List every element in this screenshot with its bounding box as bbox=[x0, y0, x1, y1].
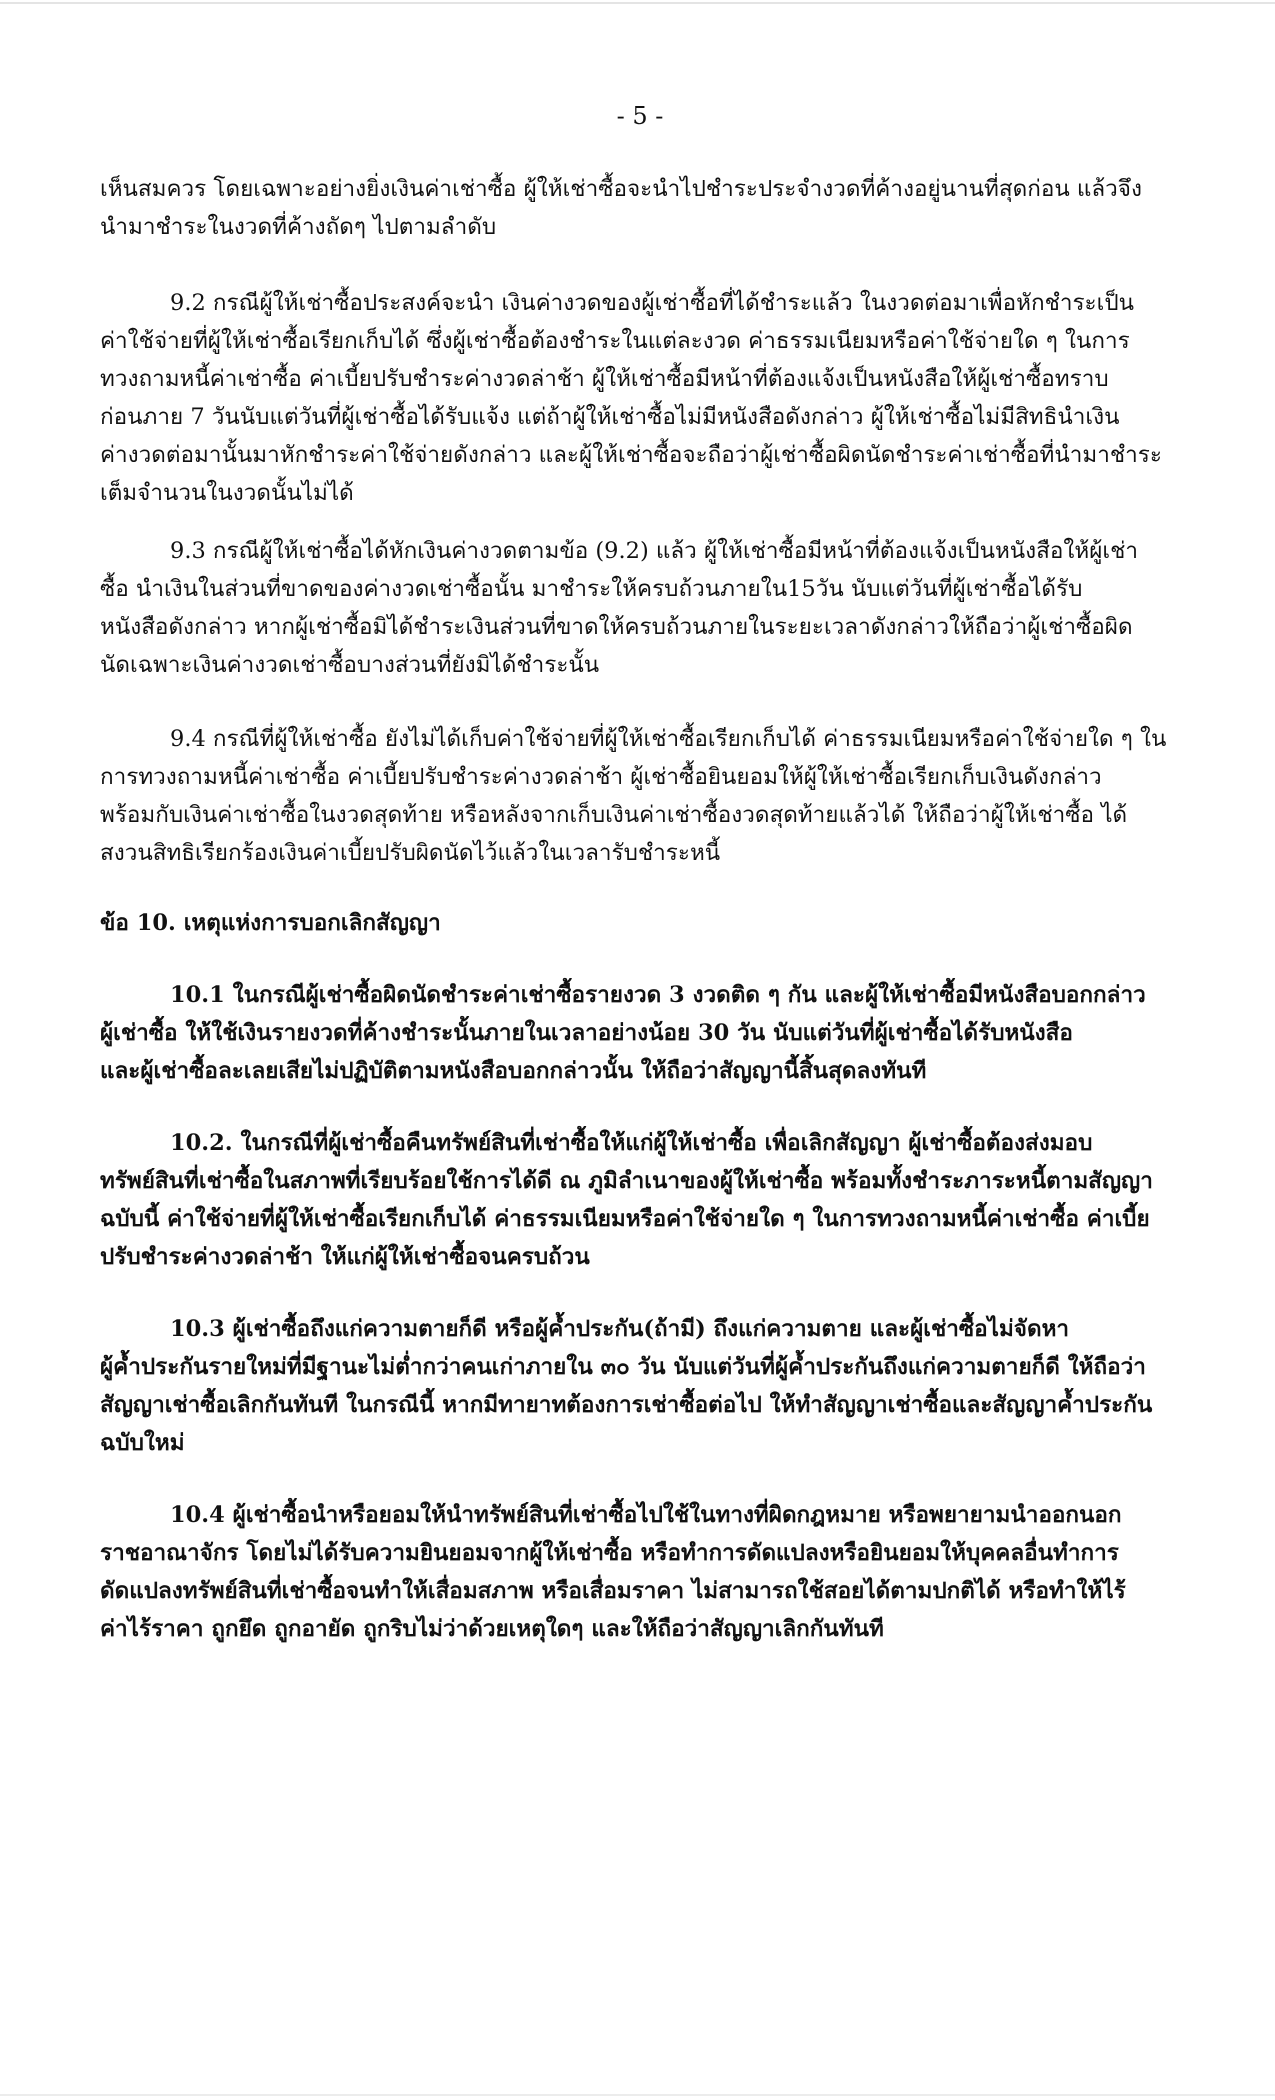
text-line: พร้อมกับเงินค่าเช่าซื้อในงวดสุดท้าย หรือหลังจากเก็บเงินค่าเช่าซื้องวดสุดท้ายแล้วได้ ให้ถือว่าผู้ให้เช่าซื้อ ได้ bbox=[100, 802, 1128, 828]
text-line: ค่าไร้ราคา ถูกยึด ถูกอายัด ถูกริบไม่ว่าด้วยเหตุใดๆ และให้ถือว่าสัญญาเลิกกันทันที bbox=[100, 1616, 884, 1642]
paragraph-10-1 bbox=[100, 976, 1172, 1090]
text-line: 10.3 ผู้เช่าซื้อถึงแก่ความตายก็ดี หรือผู้ค้ำประกัน(ถ้ามี) ถึงแก่ความตาย และผู้เช่าซื้อไม่จัดหา bbox=[170, 1316, 1070, 1342]
page-number: - 5 - bbox=[616, 102, 664, 130]
text-line: ก่อนภาย 7 วันนับแต่วันที่ผู้เช่าซื้อได้รับแจ้ง แต่ถ้าผู้ให้เช่าซื้อไม่มีหนังสือดังกล่าว ผู้ให้เช่าซื้อไม่มีสิทธินำเงิน bbox=[100, 404, 1120, 430]
text-line: ทวงถามหนี้ค่าเช่าซื้อ ค่าเบี้ยปรับชำระค่างวดล่าช้า ผู้ให้เช่าซื้อมีหน้าที่ต้องแจ้งเป็นหนังสือให้ผู้เช่าซื้อทราบ bbox=[100, 366, 1109, 392]
section-heading-10: ข้อ 10. เหตุแห่งการบอกเลิกสัญญา bbox=[100, 910, 441, 936]
text-line: ค่าใช้จ่ายที่ผู้ให้เช่าซื้อเรียกเก็บได้ ซึ่งผู้เช่าซื้อต้องชำระในแต่ละงวด ค่าธรรมเนียมหรือค่าใช้จ่ายใด ๆ ในการ bbox=[100, 328, 1130, 354]
paragraph-intro bbox=[100, 170, 1172, 246]
paragraph-10-4 bbox=[100, 1496, 1172, 1648]
text-line: สัญญาเช่าซื้อเลิกกันทันที ในกรณีนี้ หากมีทายาทต้องการเช่าซื้อต่อไป ให้ทำสัญญาเช่าซื้อและสัญญาค้ำประกัน bbox=[100, 1392, 1153, 1418]
text-line: 9.2 กรณีผู้ให้เช่าซื้อประสงค์จะนำ เงินค่างวดของผู้เช่าซื้อที่ได้ชำระแล้ว ในงวดต่อมาเพื่อหักชำระเป็น bbox=[170, 290, 1134, 316]
text-line: 9.4 กรณีที่ผู้ให้เช่าซื้อ ยังไม่ได้เก็บค่าใช้จ่ายที่ผู้ให้เช่าซื้อเรียกเก็บได้ ค่าธรรมเนียมหรือค่าใช้จ่ายใด ๆ ใน bbox=[170, 726, 1167, 752]
text-line: ฉบับนี้ ค่าใช้จ่ายที่ผู้ให้เช่าซื้อเรียกเก็บได้ ค่าธรรมเนียมหรือค่าใช้จ่ายใด ๆ ในการทวงถามหนี้ค่าเช่าซื้อ ค่าเบี้ย bbox=[100, 1206, 1150, 1232]
text-line: การทวงถามหนี้ค่าเช่าซื้อ ค่าเบี้ยปรับชำระค่างวดล่าช้า ผู้เช่าซื้อยินยอมให้ผู้ให้เช่าซื้อเรียกเก็บเงินดังกล่าว bbox=[100, 764, 1102, 790]
text-line: นำมาชำระในงวดที่ค้างถัดๆ ไปตามลำดับ bbox=[100, 214, 497, 240]
text-line: ฉบับใหม่ bbox=[100, 1430, 185, 1456]
text-line: 10.4 ผู้เช่าซื้อนำหรือยอมให้นำทรัพย์สินที่เช่าซื้อไปใช้ในทางที่ผิดกฎหมาย หรือพยายามนำออกนอก bbox=[170, 1502, 1122, 1528]
paragraph-9-2 bbox=[100, 284, 1172, 512]
bottom-scan-edge bbox=[0, 2094, 1275, 2096]
text-line: ซื้อ นำเงินในส่วนที่ขาดของค่างวดเช่าซื้อนั้น มาชำระให้ครบถ้วนภายใน15วัน นับแต่วันที่ผู้เช่าซื้อได้รับ bbox=[100, 576, 1083, 602]
text-line: เต็มจำนวนในงวดนั้นไม่ได้ bbox=[100, 480, 354, 506]
paragraph-9-3 bbox=[100, 532, 1172, 684]
text-line: สงวนสิทธิเรียกร้องเงินค่าเบี้ยปรับผิดนัดไว้แล้วในเวลารับชำระหนี้ bbox=[100, 840, 721, 866]
text-line: ดัดแปลงทรัพย์สินที่เช่าซื้อจนทำให้เสื่อมสภาพ หรือเสื่อมราคา ไม่สามารถใช้สอยได้ตามปกติได้ หรือทำให้ไร้ bbox=[100, 1578, 1126, 1604]
text-line-content: 10.1 ในกรณีผู้เช่าซื้อผิดนัดชำระค่าเช่าซื้อรายงวด 3 งวดติด ๆ กัน และผู้ให้เช่าซื้อมีหนังสือบอกกล่าว bbox=[170, 982, 1146, 1008]
text-line: ผู้ค้ำประกันรายใหม่ที่มีฐานะไม่ต่ำกว่าคนเก่าภายใน ๓๐ วัน นับแต่วันที่ผู้ค้ำประกันถึงแก่ความตายก็ดี ให้ถือว่า bbox=[100, 1354, 1146, 1380]
text-line: เห็นสมควร โดยเฉพาะอย่างยิ่งเงินค่าเช่าซื้อ ผู้ให้เช่าซื้อจะนำไปชำระประจำงวดที่ค้างอยู่นานที่สุดก่อน แล้วจึง bbox=[100, 176, 1142, 202]
text-line: 9.3 กรณีผู้ให้เช่าซื้อได้หักเงินค่างวดตามข้อ (9.2) แล้ว ผู้ให้เช่าซื้อมีหน้าที่ต้องแจ้งเป็นหนังสือให้ผู้เช่า bbox=[170, 538, 1139, 564]
paragraph-10-3 bbox=[100, 1310, 1172, 1462]
text-line: ผู้เช่าซื้อ ให้ใช้เงินรายงวดที่ค้างชำระนั้นภายในเวลาอย่างน้อย 30 วัน นับแต่วันที่ผู้เช่าซื้อได้รับหนังสือ bbox=[100, 1020, 1073, 1046]
text-line: ราชอาณาจักร โดยไม่ได้รับความยินยอมจากผู้ให้เช่าซื้อ หรือทำการดัดแปลงหรือยินยอมให้บุคคลอื่นทำการ bbox=[100, 1540, 1119, 1566]
text-line: ปรับชำระค่างวดล่าช้า ให้แก่ผู้ให้เช่าซื้อจนครบถ้วน bbox=[100, 1244, 590, 1270]
text-line bbox=[100, 976, 1172, 1014]
document-body bbox=[100, 170, 1172, 1648]
text-line: ค่างวดต่อมานั้นมาหักชำระค่าใช้จ่ายดังกล่าว และผู้ให้เช่าซื้อจะถือว่าผู้เช่าซื้อผิดนัดชำระค่าเช่าซื้อที่นำมาชำระ bbox=[100, 442, 1162, 468]
text-line: นัดเฉพาะเงินค่างวดเช่าซื้อบางส่วนที่ยังมิได้ชำระนั้น bbox=[100, 652, 600, 678]
text-line: ทรัพย์สินที่เช่าซื้อในสภาพที่เรียบร้อยใช้การได้ดี ณ ภูมิลำเนาของผู้ให้เช่าซื้อ พร้อมทั้งชำระภาระหนี้ตามสัญญา bbox=[100, 1168, 1153, 1194]
paragraph-10-2 bbox=[100, 1124, 1172, 1276]
text-line: และผู้เช่าซื้อละเลยเสียไม่ปฏิบัติตามหนังสือบอกกล่าวนั้น ให้ถือว่าสัญญานี้สิ้นสุดลงทันที bbox=[100, 1058, 927, 1084]
text-line: หนังสือดังกล่าว หากผู้เช่าซื้อมิได้ชำระเงินส่วนที่ขาดให้ครบถ้วนภายในระยะเวลาดังกล่าวให้ถือว่าผู้เช่าซื้อผิด bbox=[100, 614, 1133, 640]
text-line: 10.2. ในกรณีที่ผู้เช่าซื้อคืนทรัพย์สินที่เช่าซื้อให้แก่ผู้ให้เช่าซื้อ เพื่อเลิกสัญญา ผู้เช่าซื้อต้องส่งมอบ bbox=[170, 1130, 1093, 1156]
paragraph-9-4 bbox=[100, 720, 1172, 872]
top-scan-edge bbox=[0, 2, 1275, 4]
